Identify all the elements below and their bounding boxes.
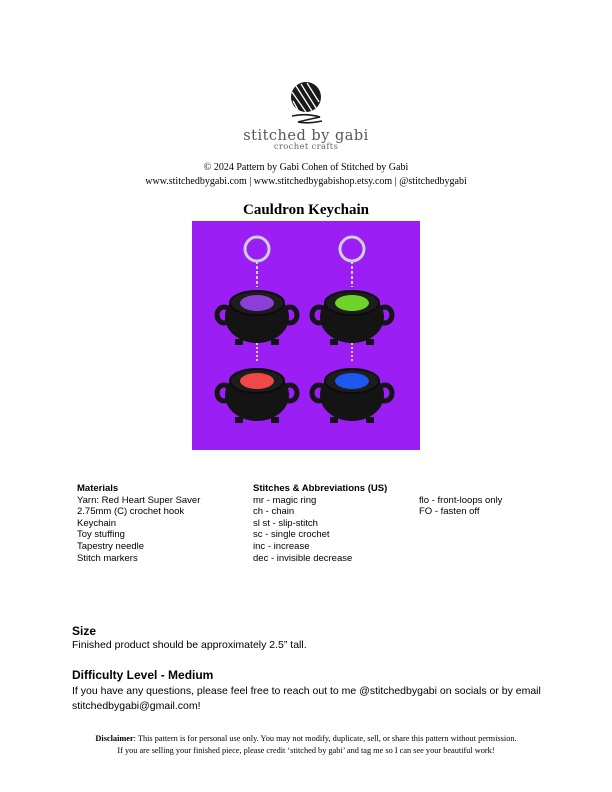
cauldron-foot [235, 417, 243, 423]
size-heading: Size [72, 624, 97, 638]
size-text: Finished product should be approximately 2.5” tall. [72, 639, 307, 651]
cauldron-potion [335, 295, 369, 311]
stitch-item: flo - front-loops only [419, 494, 503, 506]
cauldron-foot [366, 417, 374, 423]
disclaimer-text-1: : This pattern is for personal use only. You may not modify, duplicate, sell, or share this pattern without permission. [133, 734, 517, 743]
cauldron-foot [271, 417, 279, 423]
keyring-icon [340, 237, 364, 261]
product-photo [192, 221, 420, 450]
difficulty-heading: Difficulty Level - Medium [72, 668, 214, 682]
brand-tagline: crochet crafts [273, 142, 339, 152]
stitches-section [253, 483, 387, 564]
page-title: Cauldron Keychain [243, 202, 369, 218]
yarn-ball-logo-icon [276, 80, 336, 126]
stitches-section-2 [419, 495, 502, 518]
stitch-item: sc - single crochet [253, 529, 330, 541]
cauldron-foot [235, 339, 243, 345]
keyring-icon [245, 237, 269, 261]
brand-logo [0, 80, 612, 152]
disclaimer-label: Disclaimer [95, 734, 134, 743]
materials-item: Yarn: Red Heart Super Saver [77, 494, 201, 506]
cauldron-potion [240, 295, 274, 311]
cauldron-foot [271, 339, 279, 345]
cauldron-potion [240, 373, 274, 389]
stitch-item: dec - invisible decrease [253, 552, 353, 564]
materials-item: Keychain [77, 517, 117, 529]
cauldron-foot [330, 339, 338, 345]
disclaimer [60, 733, 552, 757]
disclaimer-line-2: If you are selling your finished piece, please credit ‘stitched by gabi’ and tag me so I can see your beautiful work! [117, 746, 495, 755]
cauldron-foot [366, 339, 374, 345]
difficulty-text: If you have any questions, please feel free to reach out to me @stitchedbygabi on socials or by email stitchedbygabi@gmail.com! [72, 685, 541, 712]
stitch-item: FO - fasten off [419, 506, 480, 518]
materials-item: Tapestry needle [77, 540, 145, 552]
stitch-item: ch - chain [253, 506, 295, 518]
stitch-item: mr - magic ring [253, 494, 317, 506]
cauldron-keychains-image [192, 221, 420, 450]
copyright-line: © 2024 Pattern by Gabi Cohen of Stitched by Gabi [203, 162, 409, 173]
materials-item: 2.75mm (C) crochet hook [77, 506, 185, 518]
materials-section [77, 483, 200, 564]
materials-item: Stitch markers [77, 552, 138, 564]
cauldron-potion [335, 373, 369, 389]
stitch-item: sl st - slip-stitch [253, 517, 318, 529]
brand-name: stitched by gabi [243, 128, 369, 144]
materials-item: Toy stuffing [77, 529, 125, 541]
stitches-heading: Stitches & Abbreviations (US) [253, 483, 388, 494]
stitch-item: inc - increase [253, 540, 310, 552]
links-line[interactable]: www.stitchedbygabi.com | www.stitchedbygabishop.etsy.com | @stitchedbygabi [145, 176, 467, 187]
disclaimer-line-1 [60, 733, 552, 745]
materials-heading: Materials [77, 483, 119, 494]
cauldron-foot [330, 417, 338, 423]
